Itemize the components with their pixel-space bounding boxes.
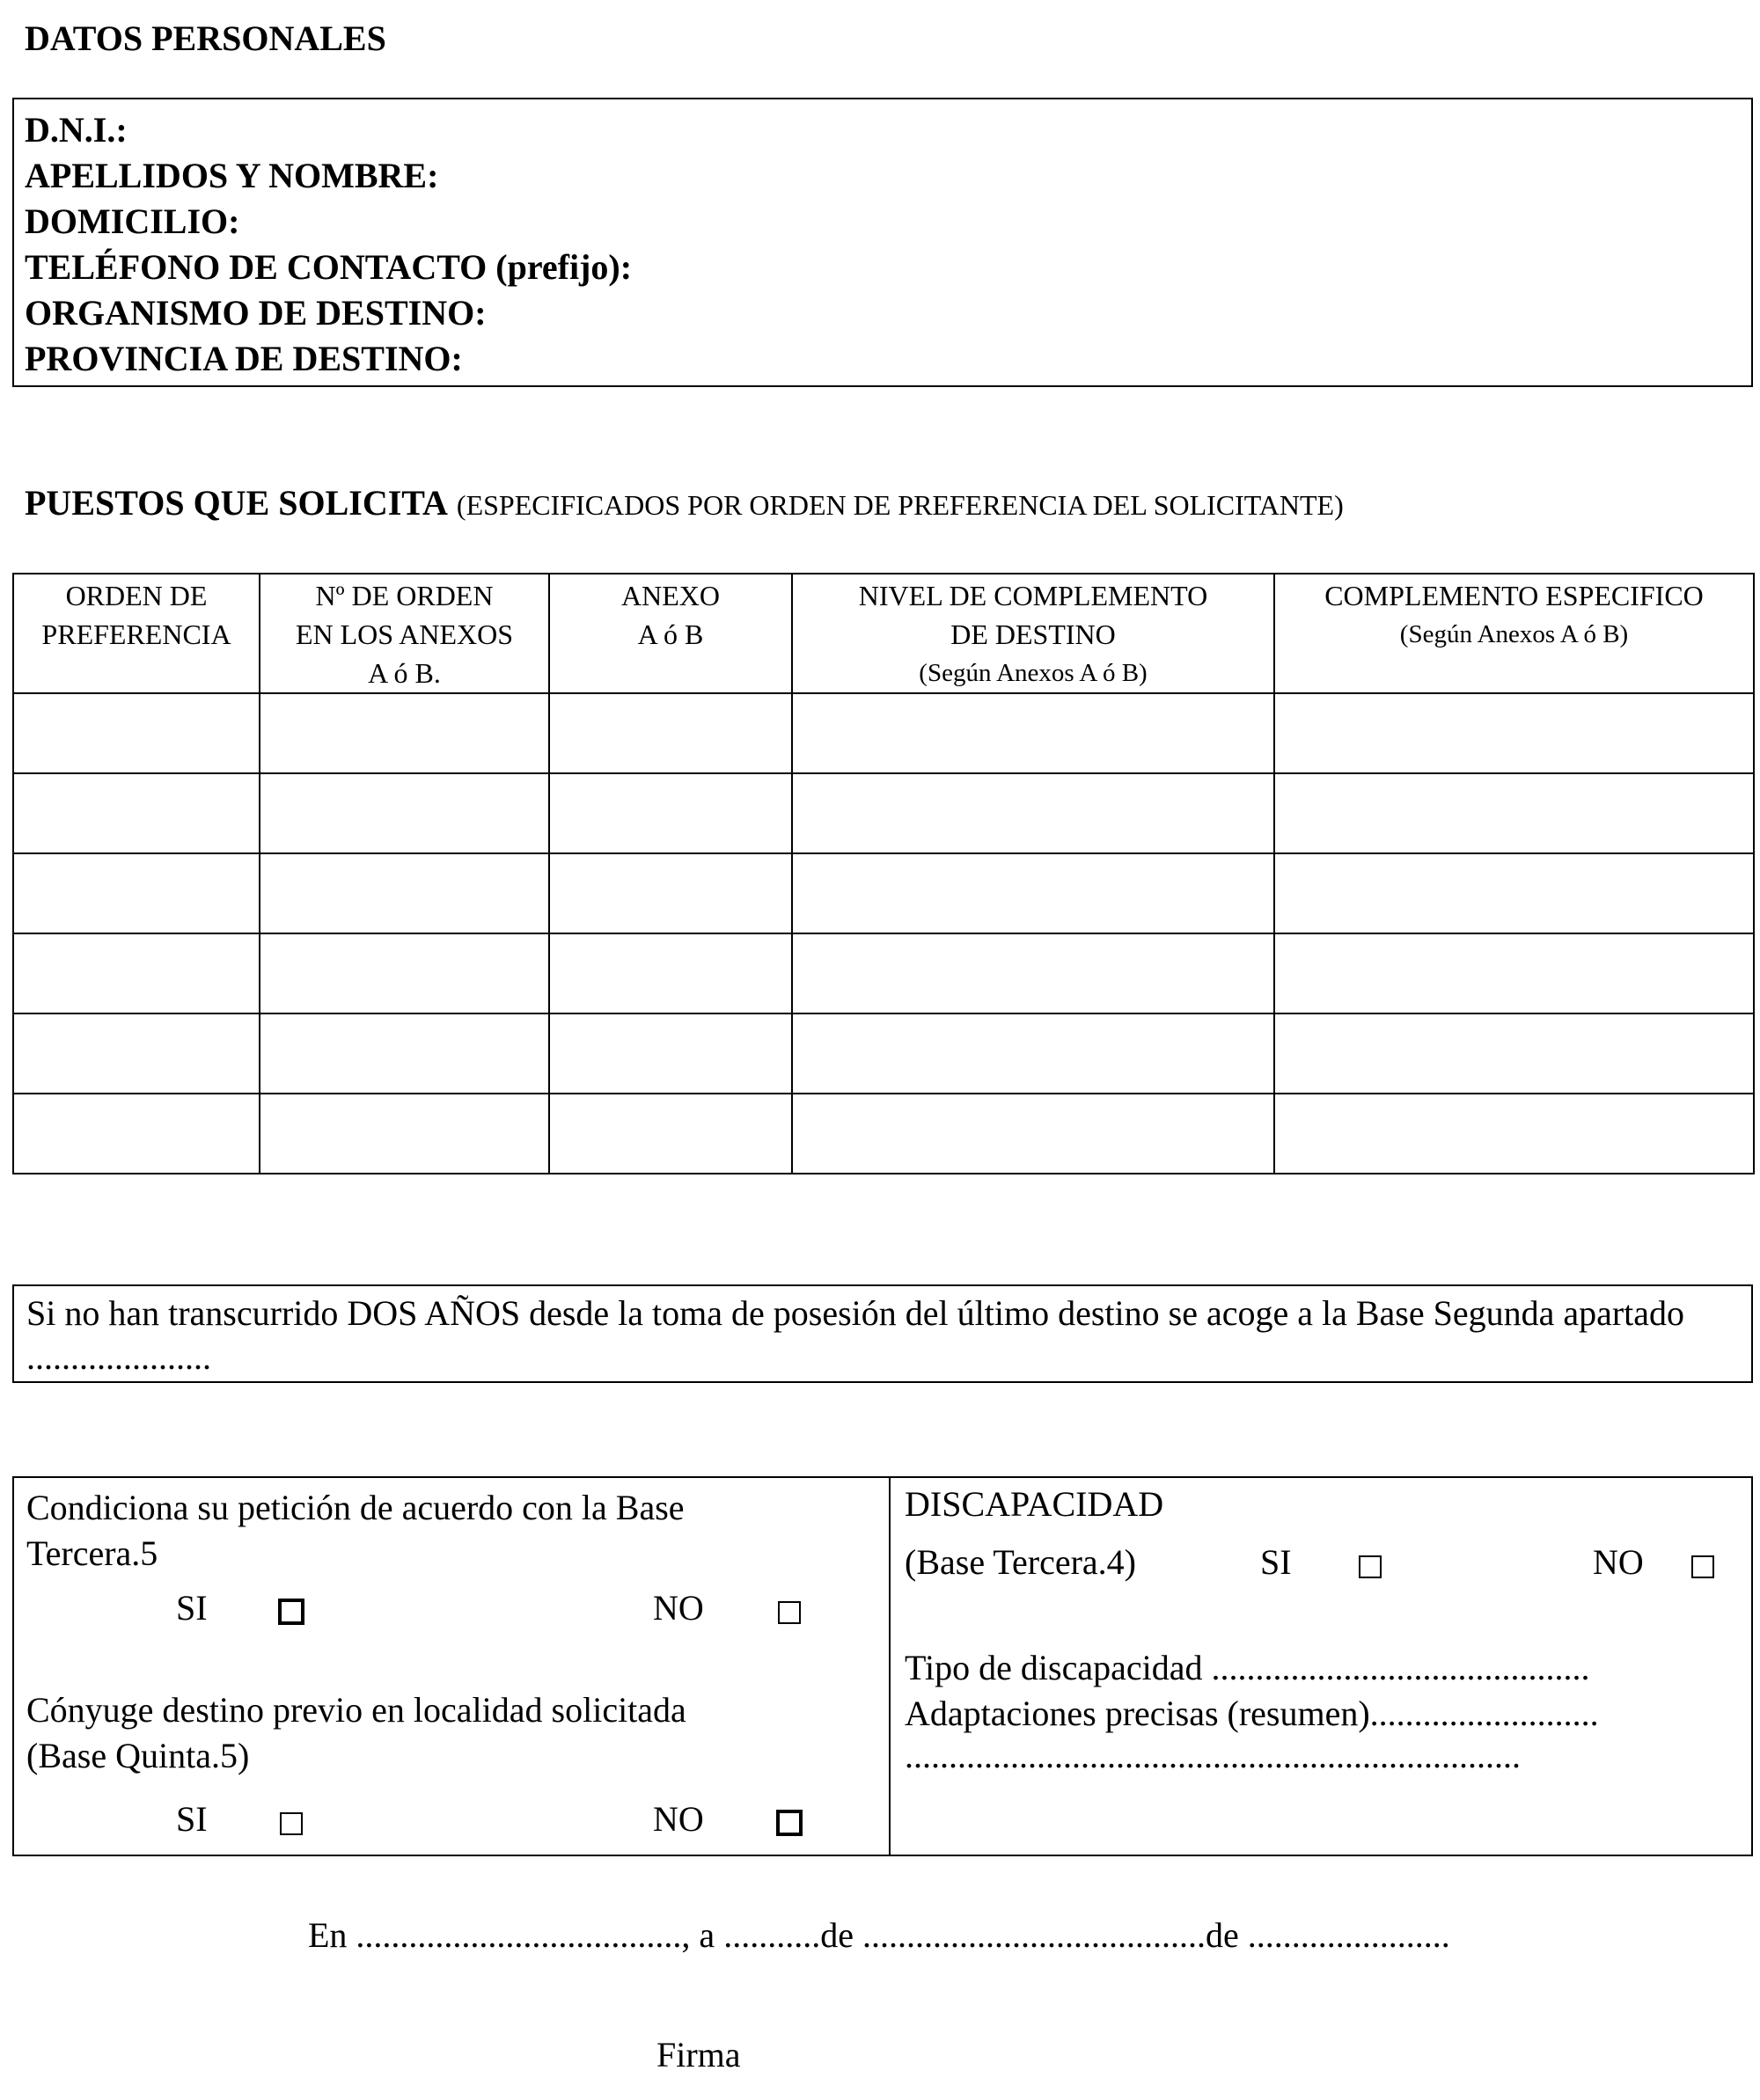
table-cell[interactable] [1274,933,1754,1013]
discapacidad-si-label: SI [1260,1542,1292,1582]
discapacidad-si-checkbox[interactable] [1359,1555,1382,1578]
condiciona-label-line1: Condiciona su petición de acuerdo con la Base [26,1488,685,1527]
puestos-section-title [25,482,1344,523]
conyuge-label-line2: (Base Quinta.5) [26,1736,250,1775]
table-cell[interactable] [260,1094,549,1174]
table-cell[interactable] [260,773,549,853]
table-row [13,1013,1754,1094]
conditions-box [12,1476,1753,1856]
conyuge-no-checkbox[interactable] [776,1810,803,1836]
table-cell[interactable] [13,1094,260,1174]
col-anexo: ANEXO A ó B [549,574,792,693]
conyuge-si-label: SI [176,1799,208,1839]
condiciona-no-label: NO [653,1588,704,1628]
col-orden-preferencia: ORDEN DE PREFERENCIA [13,574,260,693]
table-cell[interactable] [260,933,549,1013]
condiciona-si-label: SI [176,1588,208,1628]
name-label: APELLIDOS Y NOMBRE: [25,156,439,195]
condiciona-no-checkbox[interactable] [778,1601,801,1624]
table-cell[interactable] [260,693,549,773]
table-row [13,933,1754,1013]
table-cell[interactable] [549,1013,792,1094]
table-cell[interactable] [13,693,260,773]
table-row [13,1094,1754,1174]
puestos-table [12,573,1755,1174]
place-date-line[interactable]: En ....................................., a ...........de .......................................de ....................... [308,1915,1450,1955]
discapacidad-base-label: (Base Tercera.4) [905,1542,1136,1582]
col-num-orden: Nº DE ORDEN EN LOS ANEXOS A ó B. [260,574,549,693]
table-cell[interactable] [549,933,792,1013]
col-complemento-especifico: COMPLEMENTO ESPECIFICO (Según Anexos A ó B) [1274,574,1754,693]
condiciona-si-checkbox[interactable] [278,1599,304,1625]
table-cell[interactable] [13,1013,260,1094]
phone-label: TELÉFONO DE CONTACTO (prefijo): [25,247,633,287]
adaptaciones-continuation-field[interactable]: ...................................................................... [905,1736,1521,1775]
personal-section-title: DATOS PERSONALES [25,18,386,58]
table-cell[interactable] [792,1094,1274,1174]
puestos-title-bold: PUESTOS QUE SOLICITA [25,483,448,523]
conditions-divider [889,1478,891,1855]
table-cell[interactable] [260,1013,549,1094]
table-cell[interactable] [792,693,1274,773]
table-row [13,853,1754,933]
signature-label: Firma [656,2035,741,2074]
table-cell[interactable] [1274,693,1754,773]
table-cell[interactable] [792,1013,1274,1094]
table-cell[interactable] [549,1094,792,1174]
base-segunda-text: Si no han transcurrido DOS AÑOS desde la toma de posesión del último destino se acoge a la Base Segunda apartado ..................... [26,1293,1685,1377]
province-label: PROVINCIA DE DESTINO: [25,339,463,378]
table-cell[interactable] [792,933,1274,1013]
puestos-title-rest: (ESPECIFICADOS POR ORDEN DE PREFERENCIA DEL SOLICITANTE) [456,489,1344,521]
table-cell[interactable] [13,933,260,1013]
table-cell[interactable] [1274,1013,1754,1094]
organism-label: ORGANISMO DE DESTINO: [25,293,487,333]
table-cell[interactable] [549,853,792,933]
table-cell[interactable] [1274,773,1754,853]
table-cell[interactable] [1274,853,1754,933]
table-cell[interactable] [792,773,1274,853]
conyuge-si-checkbox[interactable] [280,1812,303,1835]
tipo-discapacidad-field[interactable]: Tipo de discapacidad ........................................... [905,1648,1590,1687]
adaptaciones-field[interactable]: Adaptaciones precisas (resumen).......................... [905,1694,1599,1733]
table-cell[interactable] [549,773,792,853]
discapacidad-no-label: NO [1593,1542,1644,1582]
table-cell[interactable] [13,773,260,853]
conyuge-no-label: NO [653,1799,704,1839]
table-cell[interactable] [792,853,1274,933]
conyuge-label-line1: Cónyuge destino previo en localidad solicitada [26,1690,686,1730]
discapacidad-title: DISCAPACIDAD [905,1484,1164,1524]
table-header-row [13,574,1754,693]
base-segunda-box [12,1284,1753,1383]
address-label: DOMICILIO: [25,201,240,241]
personal-data-box [12,98,1753,387]
dni-label: D.N.I.: [25,110,128,150]
table-row [13,773,1754,853]
table-row [13,693,1754,773]
col-nivel-complemento: NIVEL DE COMPLEMENTO DE DESTINO (Según Anexos A ó B) [792,574,1274,693]
table-cell[interactable] [260,853,549,933]
table-cell[interactable] [549,693,792,773]
table-cell[interactable] [13,853,260,933]
table-cell[interactable] [1274,1094,1754,1174]
discapacidad-no-checkbox[interactable] [1691,1555,1714,1578]
condiciona-label-line2: Tercera.5 [26,1533,158,1573]
